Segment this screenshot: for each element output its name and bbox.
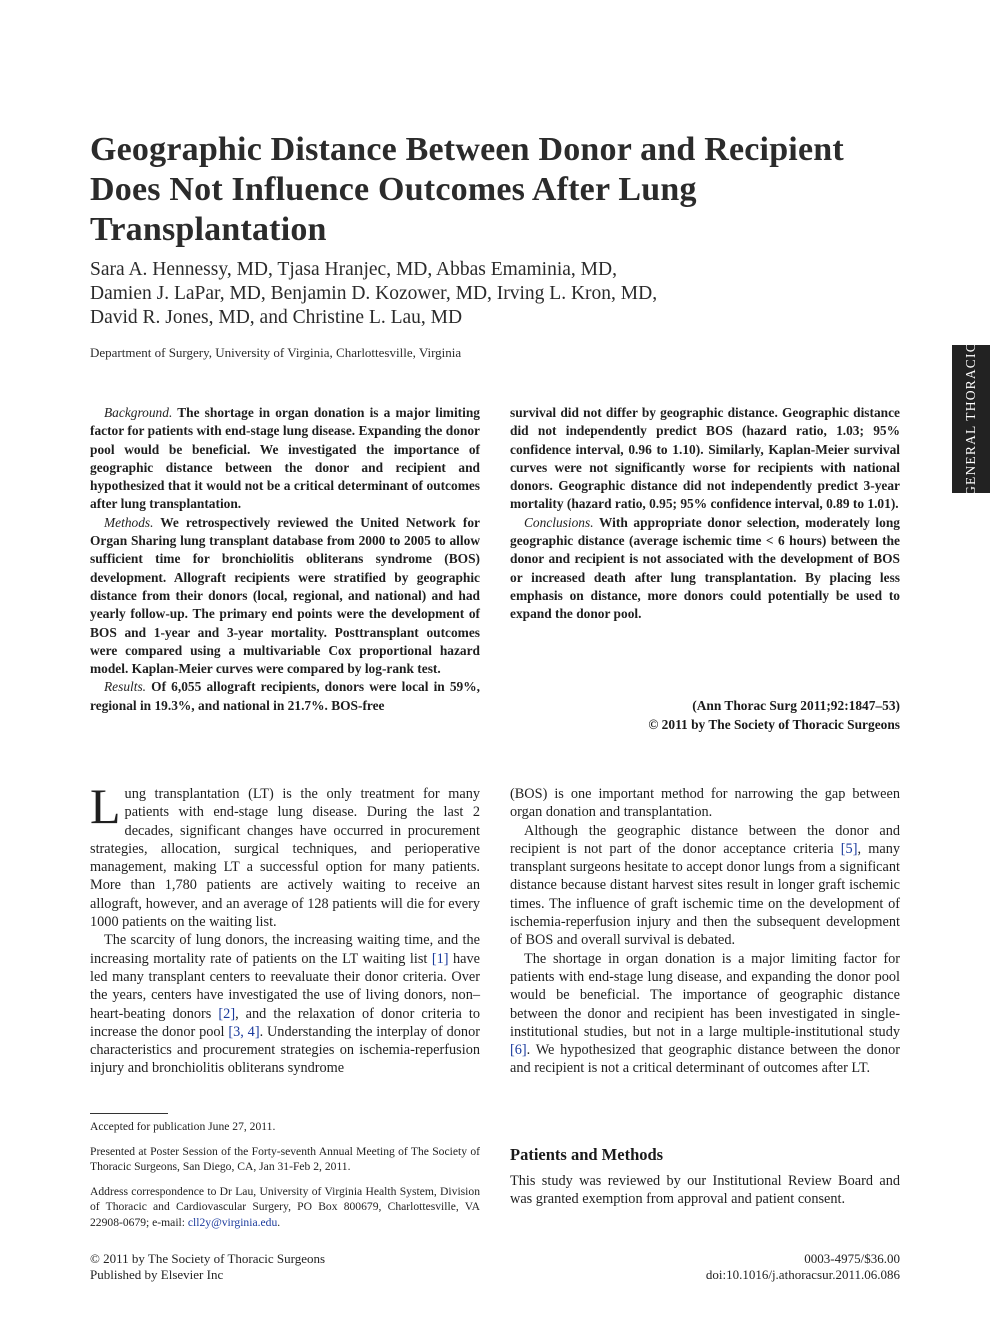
author-line-3: David R. Jones, MD, and Christine L. Lau, MD: [90, 307, 463, 328]
conclusions-label: Conclusions.: [524, 514, 594, 530]
intro-paragraph-4: The shortage in organ donation is a major limiting factor for patients with end-stage lung disease, and expanding the donor pool would be beneficial. The importance of geographic distance between the donor and recipient has been investigated in single-institutional studies, but not in a large multiple-institutional study [6]. We hypothesized that geographic distance between the donor and recipient is not a critical determinant of outcomes after LT.: [510, 950, 900, 1077]
abstract-column-left: [90, 404, 480, 715]
footnote-address: Address correspondence to Dr Lau, University of Virginia Health System, Division of Thoracic and Cardiovascular Surgery, PO Box 800679, Charlottesville, VA 22908-0679; e-mail: cll2y@virginia.edu.: [90, 1184, 480, 1229]
footnotes: [90, 1119, 480, 1239]
reference-link-3-4[interactable]: [3, 4]: [228, 1023, 260, 1040]
citation-block: [510, 696, 900, 734]
journal-citation: (Ann Thorac Surg 2011;92:1847–53): [692, 698, 900, 713]
abstract-conclusions: Conclusions. With appropriate donor selection, moderately long geographic distance (average ischemic time < 6 hours) between the donor and recipient is not associated with the development of BOS or increased death after lung transplantation. By placing less emphasis on distance, more donors could potentially be used to expand the donor pool.: [510, 514, 900, 622]
copyright-line: © 2011 by The Society of Thoracic Surgeons: [648, 717, 900, 732]
side-tab-label: GENERAL THORACIC: [963, 342, 978, 496]
abstract-results: Results. Of 6,055 allograft recipients, donors were local in 59%, regional in 19.3%, and national in 21.7%. BOS-free: [90, 679, 480, 713]
drop-cap: L: [90, 778, 121, 834]
body-column-left: [90, 778, 481, 1078]
abstract-results-continued: survival did not differ by geographic distance. Geographic distance did not independently predict BOS (hazard ratio, 1.03; 95% confidence interval, 0.96 to 1.10). Similarly, Kaplan-Meier survival curves were not significantly worse for recipients with national donors. Geographic distance did not independently predict 3-year mortality (hazard ratio, 0.95; 95% confidence interval, 0.89 to 1.01).: [510, 405, 900, 512]
background-label: Background.: [104, 405, 173, 420]
abstract-background: Background. The shortage in organ donation is a major limiting factor for patients with end-stage lung disease. Expanding the donor pool would be beneficial. We investigated the importance of geographic distance between the donor and recipient and hypothesized that it would not be a critical determinant of outcomes after lung transplantation.: [90, 405, 480, 512]
author-line-2: Damien J. LaPar, MD, Benjamin D. Kozower, MD, Irving L. Kron, MD,: [90, 283, 658, 304]
article-title: Geographic Distance Between Donor and Recipient Does Not Influence Outcomes After Lung Transplantation: [90, 131, 844, 248]
methods-section: [510, 1145, 900, 1165]
footnote-divider: [90, 1113, 168, 1114]
bottom-copyright: © 2011 by The Society of Thoracic Surgeons: [90, 1251, 326, 1266]
methods-paragraph-wrap: [510, 1172, 900, 1209]
section-side-tab: [952, 342, 990, 496]
intro-paragraph-3: Although the geographic distance between the donor and recipient is not part of the donor acceptance criteria [5], many transplant surgeons hesitate to accept donor lungs from a significant distance because distant harvest sites result in longer graft ischemic times. The influence of graft ischemic time on the development of ischemia-reperfusion injury and then the subsequent development of BOS and overall survival is debated.: [510, 822, 900, 949]
bottom-publisher: Published by Elsevier Inc: [90, 1267, 224, 1282]
footnote-presented: Presented at Poster Session of the Forty-seventh Annual Meeting of The Society of Thoracic Surgeons, San Diego, CA, Jan 31-Feb 2, 2011.: [90, 1144, 480, 1173]
issn-price: 0003-4975/$36.00: [804, 1251, 900, 1266]
body-column-right: [510, 785, 900, 1078]
bottom-left-publisher: [90, 1251, 325, 1283]
affiliation: Department of Surgery, University of Virginia, Charlottesville, Virginia: [90, 345, 462, 360]
abstract-column-right: [510, 404, 900, 624]
section-heading-patients-methods: Patients and Methods: [510, 1145, 664, 1164]
methods-paragraph-1: This study was reviewed by our Institutional Review Board and was granted exemption from approval and patient consent.: [510, 1173, 900, 1208]
intro-paragraph-1: Lung transplantation (LT) is the only treatment for many patients with end-stage lung disease. During the last 2 decades, significant changes have occurred in procurement strategies, allocation, surgical techniques, and perioperative management, making LT a successful option for many patients. More than 1,780 patients are actively waiting to receive an allograft, however, and an average of 128 patients will die for every 1000 patients on the waiting list.: [90, 778, 480, 931]
bottom-right-identifiers: [560, 1251, 900, 1283]
footnote-accepted: Accepted for publication June 27, 2011.: [90, 1120, 276, 1133]
reference-link-6[interactable]: [6]: [510, 1042, 527, 1059]
intro-paragraph-2-continued: (BOS) is one important method for narrowing the gap between organ donation and transplantation.: [510, 786, 900, 821]
reference-link-5[interactable]: [5]: [840, 840, 858, 857]
results-label: Results.: [104, 679, 147, 695]
author-list: [90, 258, 910, 330]
reference-link-1[interactable]: [1]: [431, 950, 449, 967]
methods-label: Methods.: [104, 514, 154, 530]
doi[interactable]: doi:10.1016/j.athoracsur.2011.06.086: [705, 1267, 900, 1282]
author-line-1: Sara A. Hennessy, MD, Tjasa Hranjec, MD, Abbas Emaminia, MD,: [90, 259, 617, 280]
reference-link-2[interactable]: [2]: [218, 1005, 236, 1022]
email-link[interactable]: cll2y@virginia.edu: [187, 1215, 278, 1229]
abstract-methods: Methods. We retrospectively reviewed the United Network for Organ Sharing lung transplant database from 2000 to 2005 to allow sufficient time for bronchiolitis obliterans syndrome (BOS) development. Allograft recipients were stratified by geographic distance from their donors (local, regional, and national) and had yearly follow-up. The primary end points were the development of BOS and 1-year and 3-year mortality. Posttransplant outcomes were compared using a multivariable Cox proportional hazard model. Kaplan-Meier curves were compared by log-rank test.: [90, 514, 480, 677]
intro-paragraph-2: The scarcity of lung donors, the increasing waiting time, and the increasing mortality rate of patients on the LT waiting list [1] have led many transplant centers to reevaluate their donor criteria. Over the years, centers have investigated the use of living donors, non–heart-beating donors [2], and the relaxation of donor criteria to increase the donor pool [3, 4]. Understanding the interplay of donor characteristics and procurement strategies on ischemia-reperfusion injury and bronchiolitis obliterans syndrome: [90, 932, 481, 1077]
